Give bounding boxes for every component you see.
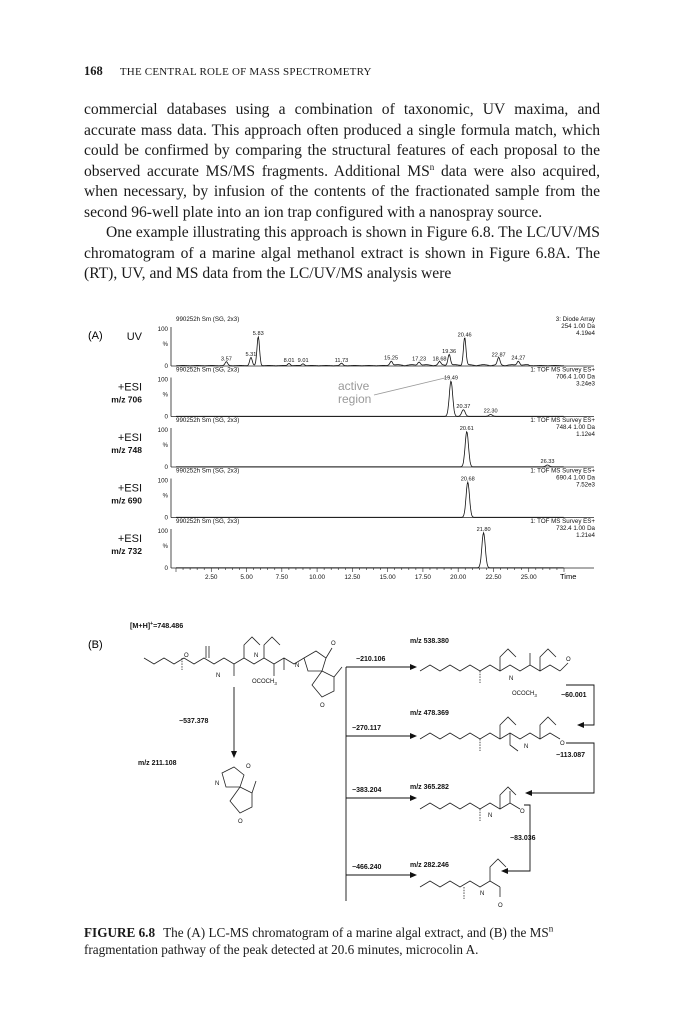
frag538-n: N (509, 676, 514, 682)
y-top-m706: 100 (157, 376, 168, 384)
trace-m748 (176, 432, 564, 467)
peak-label-uv-5: 11.73 (334, 357, 349, 364)
cascade-60 (566, 685, 594, 725)
active-region-line2: region (338, 392, 372, 406)
peak-label-m748-0: 20.61 (459, 425, 474, 432)
frag282-n: N (480, 891, 485, 897)
y-top-m748: 100 (157, 427, 168, 434)
y-bottom-uv: 0 (164, 363, 168, 370)
peak-label-m706-0: 19.49 (443, 375, 458, 382)
page-number: 168 (84, 64, 103, 78)
x-tick-label-7: 20.00 (450, 574, 467, 581)
panel-a-label: (A) (88, 330, 103, 342)
x-tick-label-9: 25.00 (520, 574, 537, 581)
loss-113: −113.087 (556, 752, 586, 759)
y-mid-m690: % (162, 493, 168, 500)
peak-label-uv-2: 5.83 (252, 331, 264, 338)
panel-label-m748: +ESI (117, 432, 142, 444)
peak-label-uv-6: 15.25 (384, 355, 399, 362)
frag478-n: N (524, 744, 529, 750)
fragment-282-label: m/z 282.246 (410, 862, 449, 869)
cascade-83-head (501, 868, 508, 874)
x-tick-label-8: 22.50 (485, 574, 502, 581)
panel-m748 (111, 417, 595, 471)
fragment-211-label: m/z 211.108 (138, 760, 177, 767)
caption-sup: n (548, 923, 554, 934)
branch-282-head (410, 872, 417, 878)
loss-60: −60.001 (561, 692, 587, 699)
loss-210: −210.106 (356, 656, 386, 663)
panel-detector-m748: 1: TOF MS Survey ES+ (530, 417, 595, 424)
panel-intensity-m690: 7.52e3 (576, 481, 595, 489)
parent-backbone (144, 658, 304, 664)
caption-label: FIGURE 6.8 (84, 925, 156, 940)
x-tick-label-6: 17.50 (414, 574, 431, 581)
y-bottom-m732: 0 (164, 565, 168, 572)
figure-6-8 (84, 315, 614, 915)
panel-file-m706: 990252h Sm (SG, 2x3) (176, 366, 240, 374)
frag538-branch-1 (500, 649, 516, 671)
panel-channel-uv: 254 1.00 Da (561, 323, 595, 330)
panel-b-label: (B) (88, 639, 103, 651)
body-text (84, 100, 600, 285)
fragmentation-scheme (130, 621, 594, 909)
frag478-backbone (420, 733, 560, 739)
parent-pyrrolinone (312, 671, 334, 697)
peak-label-m706-1: 20.37 (456, 403, 471, 410)
page-header (84, 64, 372, 79)
frag365-o: O (520, 809, 525, 815)
peak-label-m706-2: 22.30 (483, 408, 498, 415)
frag211-methyl (252, 781, 256, 793)
y-mid-m706: % (162, 392, 168, 399)
fragment-478-structure (420, 717, 560, 751)
parent-n-2: N (254, 653, 259, 659)
frag478-branch-2 (540, 717, 556, 739)
panel-sublabel-m706: m/z 706 (111, 394, 142, 405)
frag538-end (560, 663, 568, 671)
y-bottom-m690: 0 (164, 514, 168, 522)
y-mid-m748: % (162, 443, 168, 449)
cascade-113 (528, 743, 594, 793)
parent-methyl-2 (334, 667, 342, 677)
parent-ion-label: [M+H]+=748.486 (130, 621, 184, 630)
panel-file-m748: 990252h Sm (SG, 2x3) (176, 417, 240, 424)
peak-label-uv-3: 8.01 (283, 357, 295, 364)
x-tick-label-4: 12.50 (344, 574, 361, 581)
branch-538-head (410, 664, 417, 670)
cascade-60-head (577, 722, 584, 728)
paragraph-1-part-2: data were also acquired, when necessary, by infusion of the contents of the fractionated sample from the second 96-well plate into an ion trap configured with a nanospray source. (84, 162, 601, 221)
panel-detector-m690: 1: TOF MS Survey ES+ (530, 467, 595, 475)
peak-label-uv-12: 24.27 (511, 355, 526, 362)
frag211-o-1: O (246, 764, 251, 770)
parent-acetoxy: $OCOCH_3$ (252, 679, 277, 686)
frag211-n: N (215, 781, 220, 787)
panel-file-m690: 990252h Sm (SG, 2x3) (176, 467, 240, 475)
peak-label-uv-7: 17.23 (412, 356, 427, 363)
y-top-m690: 100 (157, 477, 168, 485)
loss-main: −537.378 (179, 718, 209, 725)
parent-n-1: N (216, 673, 221, 679)
x-axis-label: Time (560, 572, 577, 581)
panel-sublabel-m732: m/z 732 (111, 546, 142, 556)
panel-sublabel-m690: m/z 690 (111, 495, 142, 506)
caption-text-1: The (A) LC-MS chromatogram of a marine algal extract, and (B) the MS (163, 925, 549, 940)
frag538-o: O (566, 657, 571, 663)
panel-file-uv: 990252h Sm (SG, 2x3) (176, 316, 240, 323)
active-region-pointer (374, 377, 449, 395)
peak-label-uv-1: 5.31 (245, 351, 257, 358)
parent-n-3: N (295, 663, 300, 669)
parent-o-3: O (320, 703, 325, 709)
paragraph-2: One example illustrating this approach is shown in Figure 6.8. The LC/UV/MS chromatogram of a marine algal methanol extract is shown in Figure 6.8A. The (RT), UV, and MS data from the LC/UV/MS analysis were (84, 224, 600, 282)
panel-file-m732: 990252h Sm (SG, 2x3) (176, 518, 240, 525)
x-tick-label-2: 7.50 (275, 574, 289, 581)
panel-intensity-m706: 3.24e3 (576, 380, 595, 388)
parent-isopropyl (264, 637, 280, 658)
y-mid-uv: % (162, 342, 168, 348)
panel-channel-m748: 748.4 1.00 Da (556, 424, 595, 431)
figure-caption (84, 924, 600, 958)
frag211-o-2: O (238, 819, 243, 825)
active-region-annotation (338, 377, 449, 406)
parent-ketone-o (326, 648, 332, 658)
x-tick-label-1: 5.00 (240, 574, 253, 581)
panel-sublabel-m748: m/z 748 (111, 445, 142, 455)
panel-label-m690: +ESI (117, 482, 142, 495)
parent-o-2: O (331, 641, 336, 647)
caption-text-2: fragmentation pathway of the peak detected at 20.6 minutes, microcolin A. (84, 942, 479, 957)
trace-m690 (176, 482, 564, 517)
running-title: THE CENTRAL ROLE OF MASS SPECTROMETRY (119, 66, 372, 78)
panel-uv (127, 316, 596, 370)
panel-channel-m732: 732.4 1.00 Da (556, 525, 595, 532)
trace-m732 (176, 533, 564, 568)
fragment-538-label: m/z 538.380 (410, 638, 449, 645)
frag282-backbone (420, 881, 500, 887)
y-top-m732: 100 (157, 528, 168, 535)
frag365-n: N (488, 813, 493, 819)
y-bottom-m748: 0 (164, 464, 168, 471)
panel-m690 (111, 468, 595, 522)
frag538-backbone (420, 665, 560, 671)
loss-466: −466.240 (352, 864, 382, 871)
loss-383: −383.204 (352, 787, 382, 794)
frag365-backbone (420, 803, 520, 809)
panel-label-uv: UV (126, 331, 142, 343)
panel-label-m706: +ESI (117, 381, 142, 394)
peak-label-m748-1: 26.33 (540, 459, 555, 466)
loss-83: −83.036 (510, 835, 536, 842)
panel-channel-m690: 690.4 1.00 Da (556, 474, 595, 482)
peak-label-uv-4: 9.01 (297, 358, 309, 365)
time-axis (176, 568, 564, 581)
x-tick-label-3: 10.00 (309, 574, 326, 581)
fragment-365-structure (420, 787, 520, 821)
y-top-uv: 100 (157, 326, 168, 333)
chromatogram (111, 316, 596, 572)
frag478-branch-1 (500, 717, 516, 739)
frag538-branch-2 (540, 649, 556, 671)
parent-pyrrolidine (304, 651, 326, 671)
arrow-down-main-head (231, 751, 237, 758)
peak-label-uv-11: 22.87 (491, 352, 506, 359)
peak-label-uv-8: 18.68 (432, 356, 447, 363)
panel-label-m732: +ESI (117, 533, 142, 545)
frag282-o: O (498, 903, 503, 909)
panel-detector-m706: 1: TOF MS Survey ES+ (530, 366, 595, 374)
peak-label-uv-10: 20.46 (457, 332, 472, 339)
x-tick-label-0: 2.50 (205, 574, 218, 581)
peak-label-uv-9: 19.36 (442, 348, 457, 355)
frag538-acetoxy: $OCOCH_3$ (512, 691, 537, 698)
panel-detector-m732: 1: TOF MS Survey ES+ (530, 518, 595, 525)
parent-structure (144, 637, 342, 697)
paragraph-1-part-1: commercial databases using a combination of taxonomic, UV maxima, and accurate mass data. This approach often produced a single formula match, which could be confirmed by comparing the structural features of each proposal to the observed accurate MS/MS fragments. Additional MS (84, 101, 600, 180)
frag211-ring-1 (222, 767, 244, 787)
fragment-478-label: m/z 478.369 (410, 710, 449, 717)
branch-365-head (410, 795, 417, 801)
active-region-line1: active (338, 379, 370, 393)
paragraph-1 (84, 100, 600, 223)
fragment-365-label: m/z 365.282 (410, 784, 449, 791)
y-mid-m732: % (162, 544, 168, 550)
frag211-ring-2 (230, 787, 252, 813)
ms-superscript: n (429, 161, 435, 172)
x-tick-label-5: 15.00 (379, 574, 396, 581)
frag478-o: O (560, 741, 565, 747)
fragment-538-structure (420, 649, 568, 683)
y-bottom-m706: 0 (164, 413, 168, 421)
panel-intensity-m732: 1.21e4 (576, 532, 595, 539)
panel-intensity-m748: 1.12e4 (576, 431, 595, 438)
trace-uv (176, 337, 564, 366)
peak-label-m690-0: 20.68 (460, 476, 475, 483)
frag365-branch (500, 787, 516, 809)
panel-m732 (111, 518, 595, 572)
loss-270: −270.117 (352, 725, 382, 732)
cascade-113-head (525, 790, 532, 796)
parent-o-1: O (184, 653, 189, 659)
figure-svg (84, 315, 614, 915)
panel-detector-uv: 3: Diode Array (555, 316, 595, 323)
peak-label-m732-0: 21.80 (476, 526, 491, 533)
panel-channel-m706: 706.4 1.00 Da (556, 373, 595, 381)
fragment-211-structure (222, 767, 256, 813)
peak-label-uv-0: 3.57 (220, 356, 232, 363)
panel-intensity-uv: 4.19e4 (576, 330, 595, 337)
branch-478-head (410, 733, 417, 739)
